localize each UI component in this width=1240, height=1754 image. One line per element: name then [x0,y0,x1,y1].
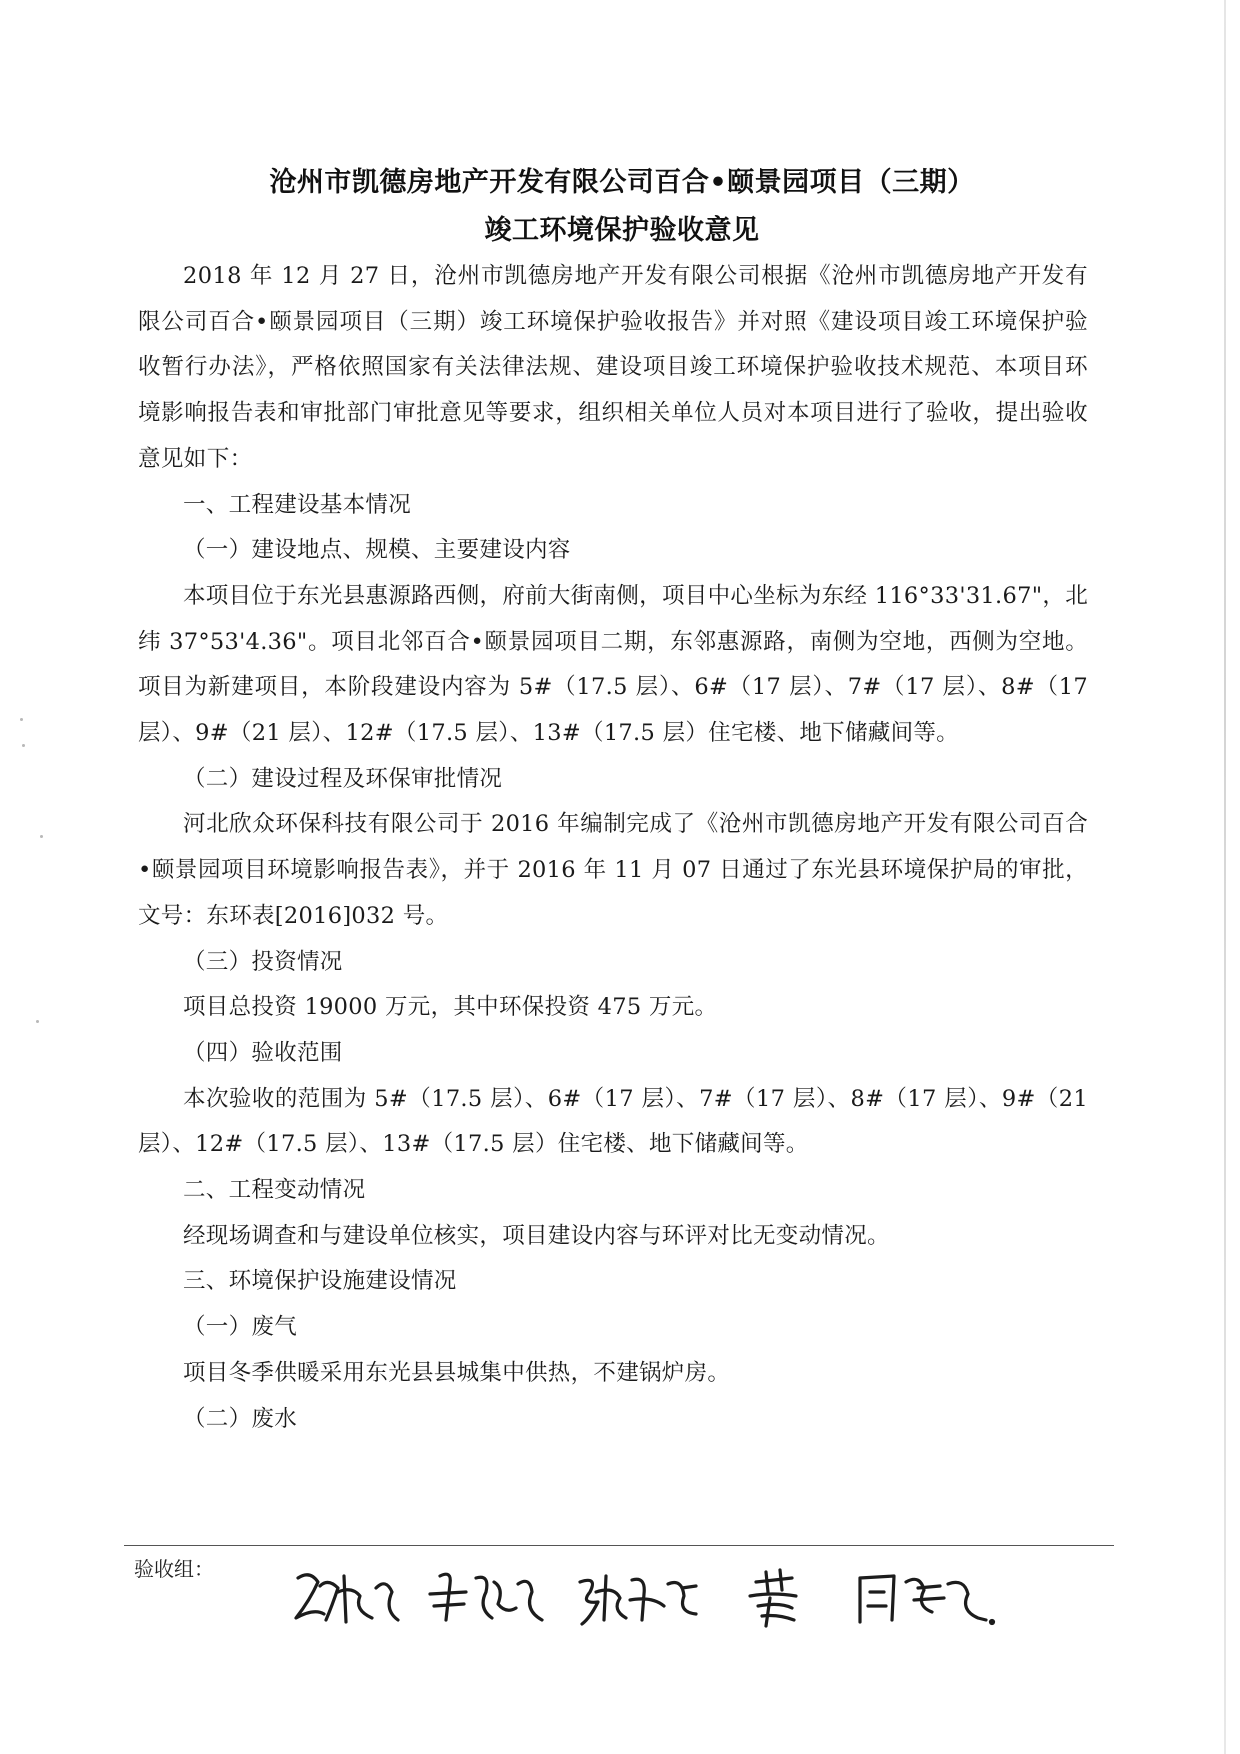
investment-paragraph: 项目总投资 19000 万元，其中环保投资 475 万元。 [183,994,718,1021]
section-heading-3: 三、环境保护设施建设情况 [183,1268,457,1295]
signature-2 [430,1574,542,1620]
approval-paragraph: 河北欣众环保科技有限公司于 2016 年编制完成了《沧州市凯德房地产开发有限公司百合•颐景园项目环境影响报告表》，并于 2016 年 11 月 07 日通过了东光县环境保护局的审批，文号：东环表[2016]032 号。 [138,811,1088,929]
exhaust-paragraph: 项目冬季供暖采用东光县县城集中供热，不建锅炉房。 [183,1359,731,1386]
signature-1 [296,1575,398,1622]
subsection-heading-1-3: （三）投资情况 [183,948,343,975]
section-heading-2: 二、工程变动情况 [183,1177,366,1204]
document-body [138,254,1088,1442]
footer-rule [124,1545,1114,1546]
document-title-line1: 沧州市凯德房地产开发有限公司百合•颐景园项目（三期） [269,167,975,198]
handwritten-signatures [280,1548,1110,1638]
signature-5 [860,1576,994,1624]
acceptance-group-label: 验收组： [134,1557,214,1581]
subsection-heading-1-4: （四）验收范围 [183,1039,343,1066]
scan-edge [1224,0,1226,1754]
subsection-heading-3-1: （一）废气 [183,1314,298,1341]
intro-paragraph: 2018 年 12 月 27 日，沧州市凯德房地产开发有限公司根据《沧州市凯德房地产开发有限公司百合•颐景园项目（三期）竣工环境保护验收报告》并对照《建设项目竣工环境保护验收暂行办法》，严格依照国家有关法律法规、建设项目竣工环境保护验收技术规范、本项目环境影响报告表和审批部门审批意见等要求，组织相关单位人员对本项目进行了验收，提出验收意见如下： [138,263,1088,472]
subsection-heading-1-1: （一）建设地点、规模、主要建设内容 [183,537,571,564]
signature-3 [580,1576,696,1624]
change-paragraph: 经现场调查和与建设单位核实，项目建设内容与环评对比无变动情况。 [183,1222,890,1249]
document-title-line2: 竣工环境保护验收意见 [484,215,760,246]
section-heading-1: 一、工程建设基本情况 [183,491,412,518]
signature-4 [750,1570,796,1626]
scope-paragraph: 本次验收的范围为 5#（17.5 层）、6#（17 层）、7#（17 层）、8#（17 层）、9#（21 层）、12#（17.5 层）、13#（17.5 层）住宅楼、地下储藏间等。 [138,1085,1088,1158]
subsection-heading-3-2: （二）废水 [183,1405,298,1432]
location-paragraph: 本项目位于东光县惠源路西侧，府前大街南侧，项目中心坐标为东经 116°33'31.67"，北纬 37°53'4.36"。项目北邻百合•颐景园项目二期，东邻惠源路，南侧为空地，西侧为空地。项目为新建项目，本阶段建设内容为 5#（17.5 层）、6#（17 层）、7#（17 层）、8#（17 层）、9#（21 层）、12#（17.5 层）、13#（17.5 层）住宅楼、地下储藏间等。 [138,582,1088,747]
subsection-heading-1-2: （二）建设过程及环保审批情况 [183,765,503,792]
